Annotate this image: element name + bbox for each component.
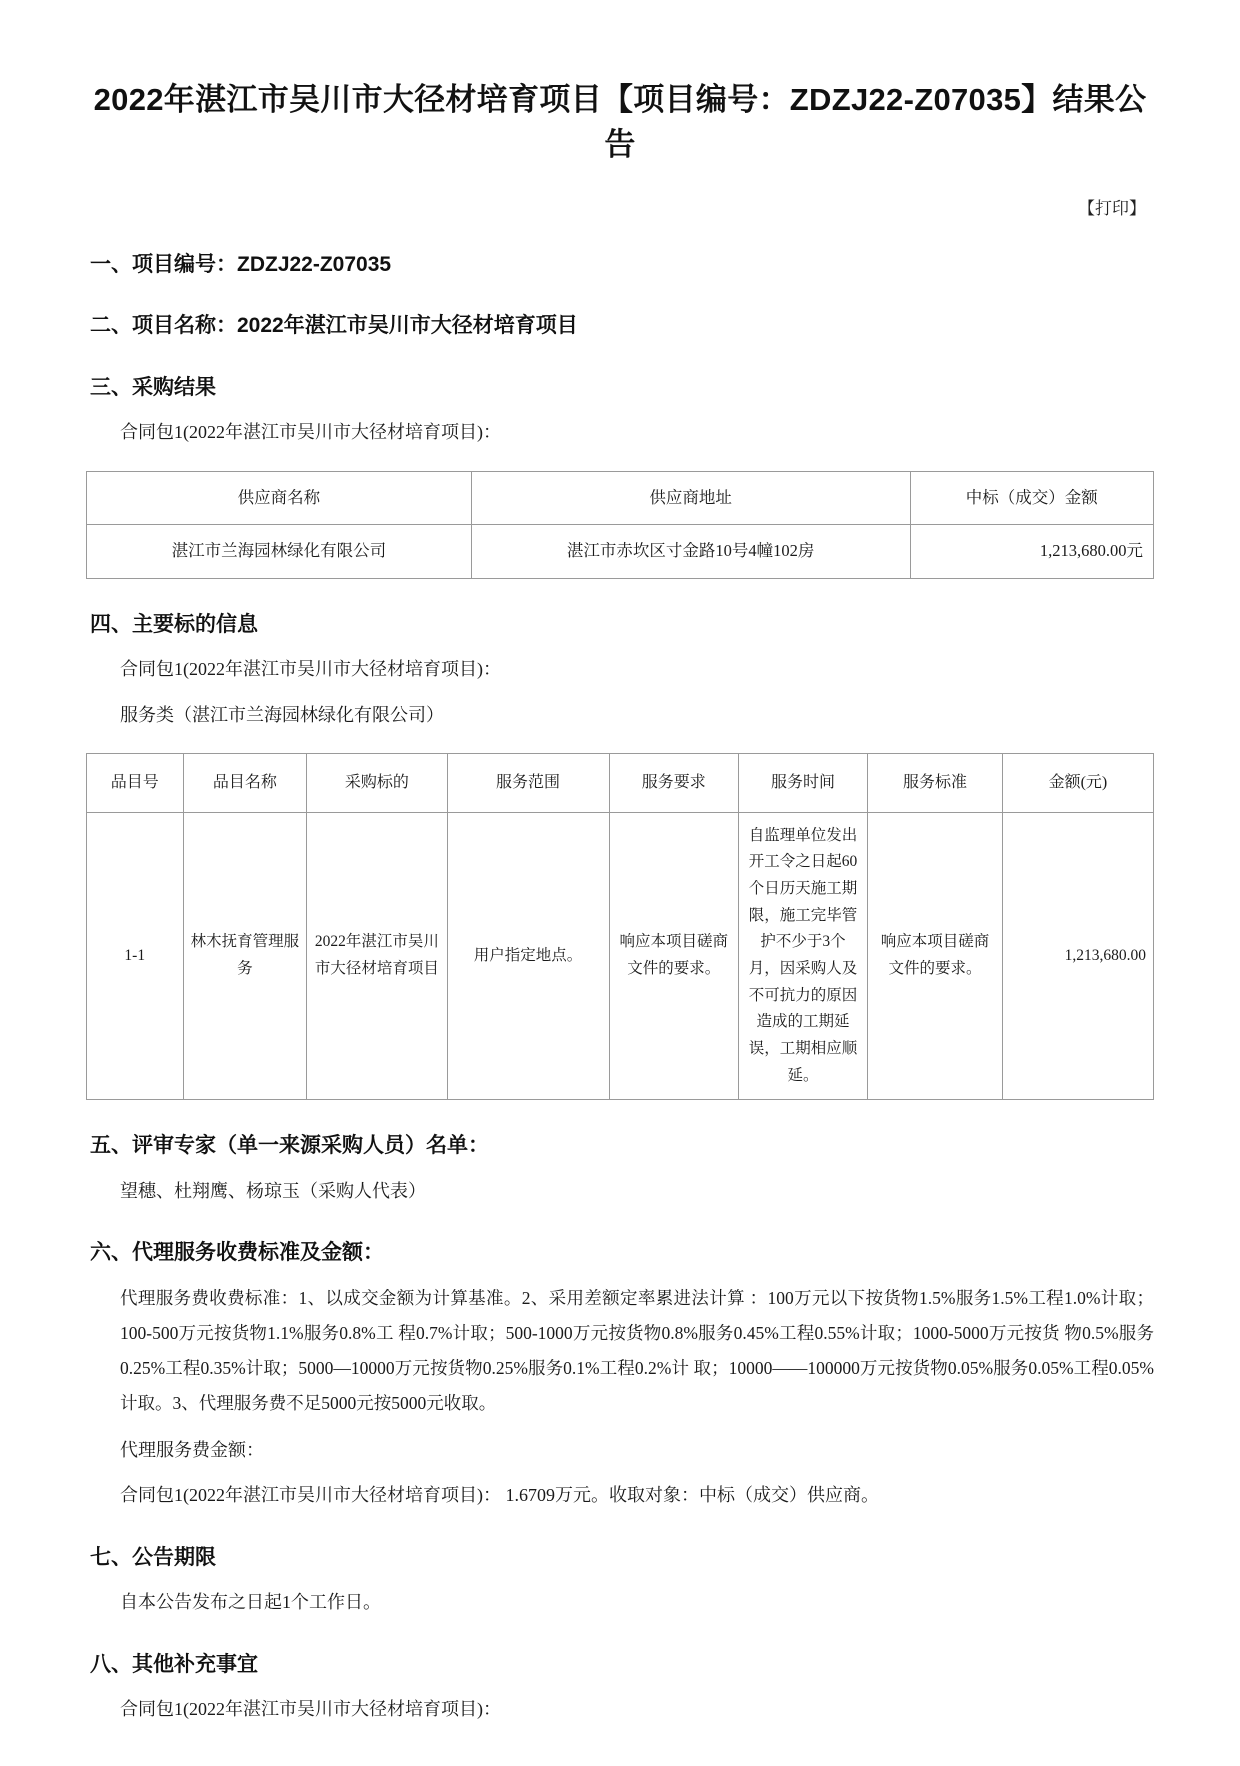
print-row xyxy=(86,194,1154,219)
column-header-supplier-name: 供应商名称 xyxy=(87,471,472,524)
subject-package-line: 合同包1(2022年湛江市吴川市大径材培育项目)： xyxy=(120,659,501,680)
announcement-period-body: 自本公告发布之日起1个工作日。 xyxy=(120,1592,381,1613)
column-header-award-amount: 中标（成交）金额 xyxy=(910,471,1153,524)
column-header-service-requirement: 服务要求 xyxy=(609,754,738,813)
column-header-amount: 金额(元) xyxy=(1002,754,1153,813)
cell-item-name: 林木抚育管理服务 xyxy=(183,812,307,1100)
table-header-row xyxy=(87,471,1154,524)
section-heading-review-experts: 五、评审专家（单一来源采购人员）名单： xyxy=(90,1134,489,1158)
cell-supplier-address: 湛江市赤坎区寸金路10号4幢102房 xyxy=(471,525,910,578)
table-row xyxy=(87,525,1154,578)
agency-fee-standard: 代理服务费收费标准：1、以成交金额为计算基准。2、采用差额定率累进法计算 ：100万元以下按货物1.5%服务1.5%工程1.0%计取；100-500万元按货物1.1%服务0.8%工 程0.7%计取；500-1000万元按货物0.8%服务0.45%工程0.55%计取；1000-5000万元按货 物0.5%服务0.25%工程0.35%计取；5000—10000万元按货物0.25%服务0.1%工程0.2%计 取；10000——100000万元按货物0.05%服务0.05%工程0.05%计取。3、代理服务费不足5000元按5000元收取。 xyxy=(120,1287,1154,1413)
cell-procurement-subject: 2022年湛江市吴川市大径材培育项目 xyxy=(307,812,447,1100)
column-header-item-name: 品目名称 xyxy=(183,754,307,813)
section-heading-other-matters: 八、其他补充事宜 xyxy=(90,1652,258,1676)
table-row xyxy=(87,812,1154,1100)
page-title: 2022年湛江市吴川市大径材培育项目【项目编号：ZDZJ22-Z07035】结果公告 xyxy=(93,82,1147,162)
column-header-procurement-subject: 采购标的 xyxy=(307,754,447,813)
column-header-service-standard: 服务标准 xyxy=(868,754,1003,813)
other-matters-body: 合同包1(2022年湛江市吴川市大径材培育项目)： xyxy=(120,1699,501,1720)
cell-award-amount: 1,213,680.00元 xyxy=(910,525,1153,578)
cell-supplier-name: 湛江市兰海园林绿化有限公司 xyxy=(87,525,472,578)
column-header-supplier-address: 供应商地址 xyxy=(471,471,910,524)
cell-service-scope: 用户指定地点。 xyxy=(447,812,609,1100)
section-heading-procurement-result: 三、采购结果 xyxy=(90,375,216,399)
section-heading-main-subject-info: 四、主要标的信息 xyxy=(90,612,258,636)
agency-fee-amount-label: 代理服务费金额： xyxy=(120,1439,264,1460)
print-link[interactable]: 【打印】 xyxy=(1078,198,1146,218)
cell-service-time: 自监理单位发出开工令之日起60个日历天施工期限，施工完毕管护不少于3个月，因采购人及不可抗力的原因造成的工期延误，工期相应顺延。 xyxy=(738,812,867,1100)
procurement-result-table xyxy=(86,471,1154,579)
section-heading-announcement-period: 七、公告期限 xyxy=(90,1545,216,1569)
cell-amount: 1,213,680.00 xyxy=(1002,812,1153,1100)
main-subject-table xyxy=(86,753,1154,1100)
section-heading-project-name: 二、项目名称：2022年湛江市吴川市大径材培育项目 xyxy=(90,314,578,338)
agency-fee-amount-line: 合同包1(2022年湛江市吴川市大径材培育项目)： 1.6709万元。收取对象：中标（成交）供应商。 xyxy=(120,1485,879,1506)
column-header-item-no: 品目号 xyxy=(87,754,184,813)
cell-item-no: 1-1 xyxy=(87,812,184,1100)
review-experts-list: 望穗、杜翔鹰、杨琼玉（采购人代表） xyxy=(120,1180,426,1201)
result-package-line: 合同包1(2022年湛江市吴川市大径材培育项目)： xyxy=(120,422,501,443)
column-header-service-time: 服务时间 xyxy=(738,754,867,813)
cell-service-standard: 响应本项目磋商文件的要求。 xyxy=(868,812,1003,1100)
section-heading-agency-fee: 六、代理服务收费标准及金额： xyxy=(90,1241,384,1265)
section-heading-project-number: 一、项目编号：ZDZJ22-Z07035 xyxy=(90,252,392,276)
column-header-service-scope: 服务范围 xyxy=(447,754,609,813)
cell-service-requirement: 响应本项目磋商文件的要求。 xyxy=(609,812,738,1100)
subject-category-line: 服务类（湛江市兰海园林绿化有限公司） xyxy=(120,704,444,725)
table-header-row xyxy=(87,754,1154,813)
